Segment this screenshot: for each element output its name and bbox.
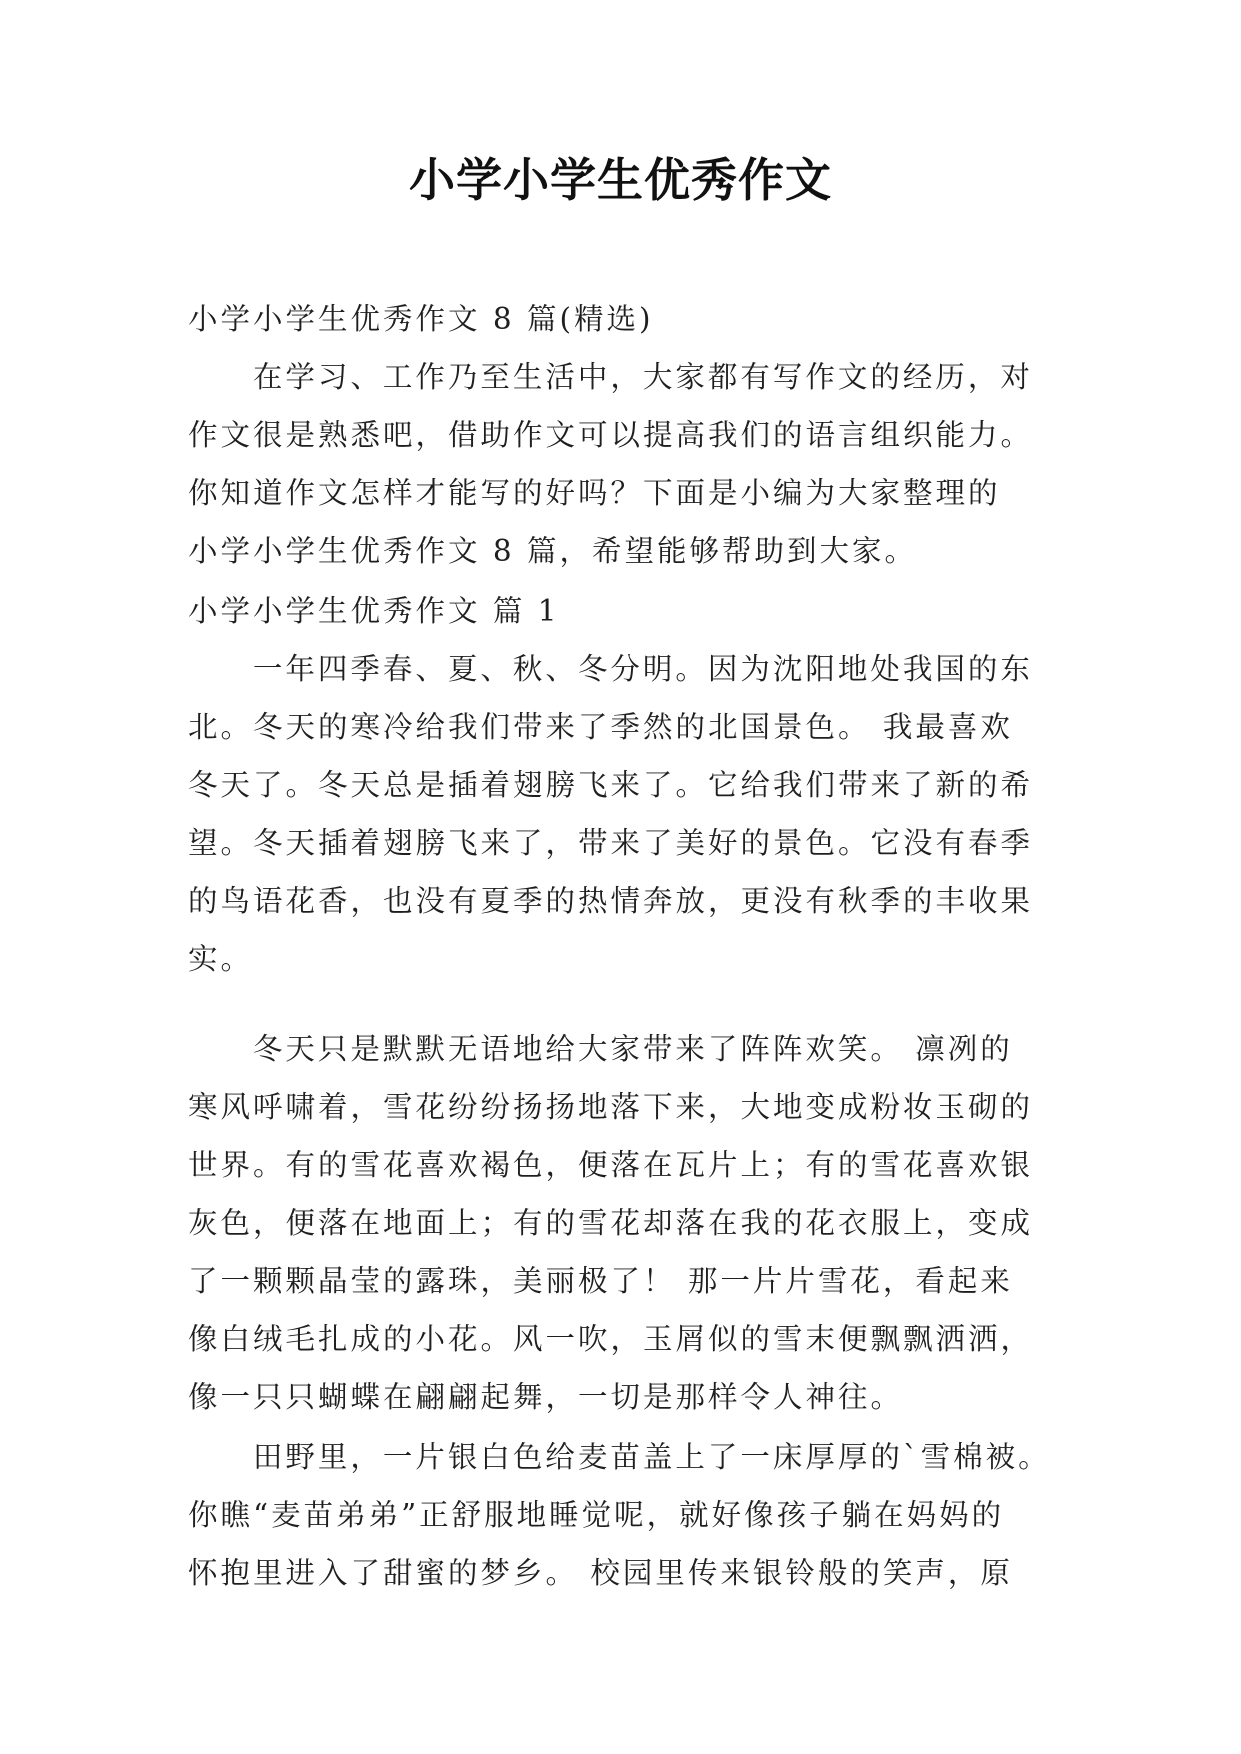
text-line: 怀抱里进入了甜蜜的梦乡。 校园里传来银铃般的笑声，原: [188, 1556, 1013, 1590]
document-body: [188, 290, 1060, 1604]
text-line: 你知道作文怎样才能写的好吗？下面是小编为大家整理的: [188, 476, 1001, 510]
text-line: 北。冬天的寒冷给我们带来了季然的北国景色。 我最喜欢: [188, 710, 1013, 744]
intro-paragraph: [188, 348, 1060, 580]
text-line: 了一颗颗晶莹的露珠，美丽极了！ 那一片片雪花，看起来: [188, 1264, 1013, 1298]
text-line: 冬天只是默默无语地给大家带来了阵阵欢笑。 凛冽的: [252, 1032, 1013, 1066]
document-subtitle: 小学小学生优秀作文 8 篇(精选): [188, 302, 654, 336]
text-line: 你瞧“麦苗弟弟”正舒服地睡觉呢，就好像孩子躺在妈妈的: [188, 1498, 1005, 1532]
text-line: 实。: [188, 942, 254, 976]
text-line: 世界。有的雪花喜欢褐色，便落在瓦片上；有的雪花喜欢银: [188, 1148, 1034, 1182]
text-line: 作文很是熟悉吧，借助作文可以提高我们的语言组织能力。: [188, 418, 1034, 452]
text-line: 一年四季春、夏、秋、冬分明。因为沈阳地处我国的东: [252, 652, 1033, 686]
text-line: 寒风呼啸着，雪花纷纷扬扬地落下来，大地变成粉妆玉砌的: [188, 1090, 1034, 1124]
document-title: 小学小学生优秀作文: [409, 153, 832, 207]
paragraph-gap: [188, 990, 1060, 1020]
text-line: 像一只只蝴蝶在翩翩起舞，一切是那样令人神往。: [188, 1380, 904, 1414]
text-line: 灰色，便落在地面上；有的雪花却落在我的花衣服上，变成: [188, 1206, 1034, 1240]
text-line: 像白绒毛扎成的小花。风一吹，玉屑似的雪末便飘飘洒洒，: [188, 1322, 1034, 1356]
paragraph-2: [188, 1020, 1060, 1426]
text-line: 田野里，一片银白色给麦苗盖上了一床厚厚的`雪棉被。: [252, 1440, 1051, 1474]
text-line: 的鸟语花香，也没有夏季的热情奔放，更没有秋季的丰收果: [188, 884, 1034, 918]
section-heading: 小学小学生优秀作文 篇 1: [188, 594, 560, 628]
text-line: 望。冬天插着翅膀飞来了，带来了美好的景色。它没有春季: [188, 826, 1034, 860]
paragraph-1: [188, 640, 1060, 988]
text-line: 小学小学生优秀作文 8 篇，希望能够帮助到大家。: [188, 534, 918, 568]
text-line: 在学习、工作乃至生活中，大家都有写作文的经历，对: [252, 360, 1033, 394]
paragraph-3: [188, 1428, 1060, 1602]
text-line: 冬天了。冬天总是插着翅膀飞来了。它给我们带来了新的希: [188, 768, 1034, 802]
